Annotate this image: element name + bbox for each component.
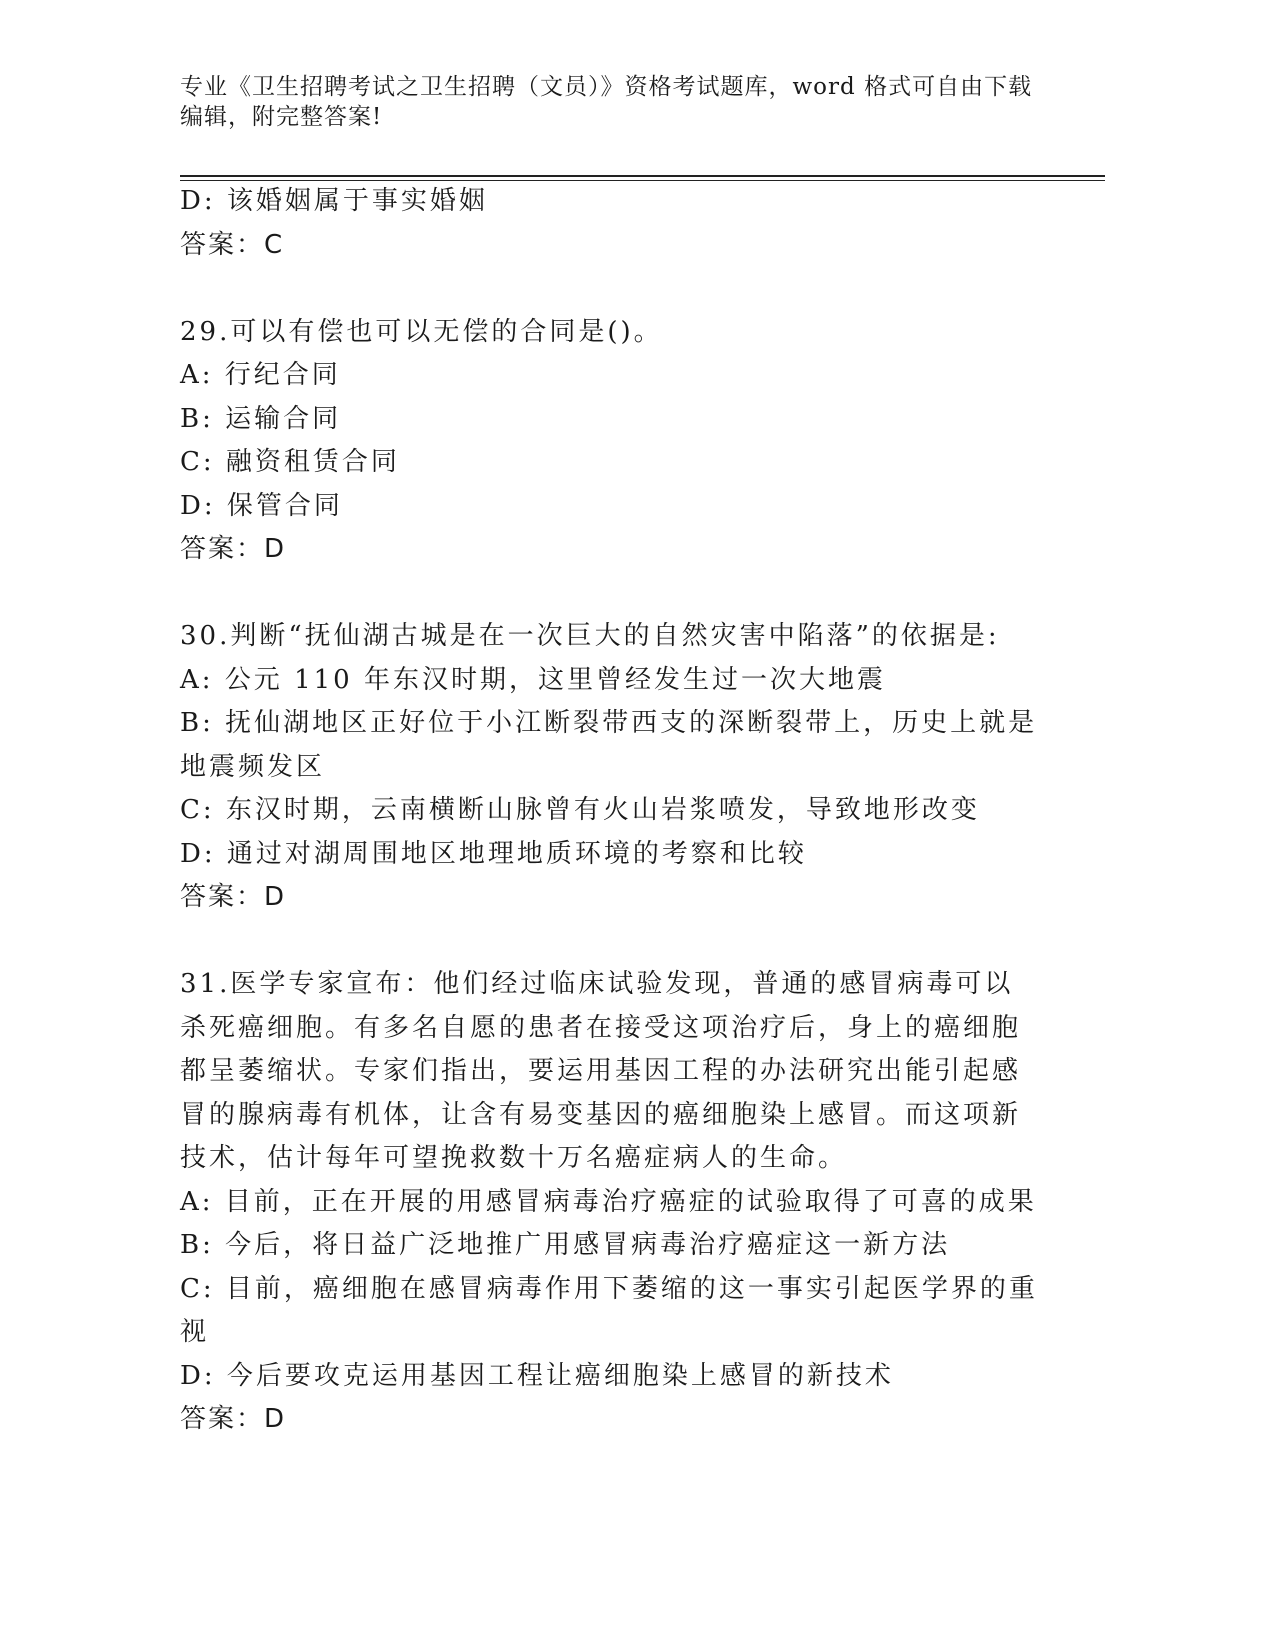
spacer xyxy=(180,920,1040,964)
option-a: A: 目前，正在开展的用感冒病毒治疗癌症的试验取得了可喜的成果 xyxy=(180,1186,1037,1217)
option-b: B: 今后，将日益广泛地推广用感冒病毒治疗癌症这一新方法 xyxy=(180,1230,951,1260)
header-line-2: 编辑，附完整答案! xyxy=(180,104,383,130)
header-rule-thick xyxy=(180,175,1105,177)
question-29 xyxy=(180,311,1040,572)
option-c: C: 目前，癌细胞在感冒病毒作用下萎缩的这一事实引起医学界的重视 xyxy=(180,1273,1038,1347)
option-d: D: 保管合同 xyxy=(180,490,343,521)
option-d: D: 该婚姻属于事实婚姻 xyxy=(180,186,488,216)
answer: 答案：D xyxy=(180,1404,287,1434)
question-stem: 30.判断“抚仙湖古城是在一次巨大的自然灾害中陷落”的依据是: xyxy=(180,621,1000,651)
spacer xyxy=(180,267,1040,311)
option-b: B: 运输合同 xyxy=(180,403,342,434)
option-d: D: 通过对湖周围地区地理地质环境的考察和比较 xyxy=(180,838,807,869)
spacer xyxy=(180,572,1040,616)
question-31 xyxy=(180,963,1040,1442)
option-a: A: 行纪合同 xyxy=(180,360,341,390)
option-d: D: 今后要攻克运用基因工程让癌细胞染上感冒的新技术 xyxy=(180,1360,894,1391)
question-30 xyxy=(180,615,1040,920)
question-stem: 31.医学专家宣布：他们经过临床试验发现，普通的感冒病毒可以杀死癌细胞。有多名自愿的患者在接受这项治疗后，身上的癌细胞都呈萎缩状。专家们指出，要运用基因工程的办法研究出能引起感冒的腺病毒有机体，让含有易变基因的癌细胞染上感冒。而这项新技术，估计每年可望挽救数十万名癌症病人的生命。 xyxy=(180,969,1022,1173)
header-line-1: 专业《卫生招聘考试之卫生招聘（文员）》资格考试题库，word 格式可自由下载 xyxy=(180,74,1033,100)
answer: 答案：D xyxy=(180,882,287,912)
option-a: A: 公元 110 年东汉时期，这里曾经发生过一次大地震 xyxy=(180,664,886,695)
question-28-tail xyxy=(180,180,1040,267)
question-stem: 29.可以有偿也可以无偿的合同是()。 xyxy=(180,316,663,347)
option-c: C: 东汉时期，云南横断山脉曾有火山岩浆喷发，导致地形改变 xyxy=(180,795,980,825)
answer: 答案：D xyxy=(180,534,287,564)
option-c: C: 融资租赁合同 xyxy=(180,447,400,477)
page-header xyxy=(180,72,1040,132)
answer: 答案：C xyxy=(180,229,285,260)
option-b: B: 抚仙湖地区正好位于小江断裂带西支的深断裂带上，历史上就是地震频发区 xyxy=(180,708,1038,782)
question-content xyxy=(180,180,1040,1442)
